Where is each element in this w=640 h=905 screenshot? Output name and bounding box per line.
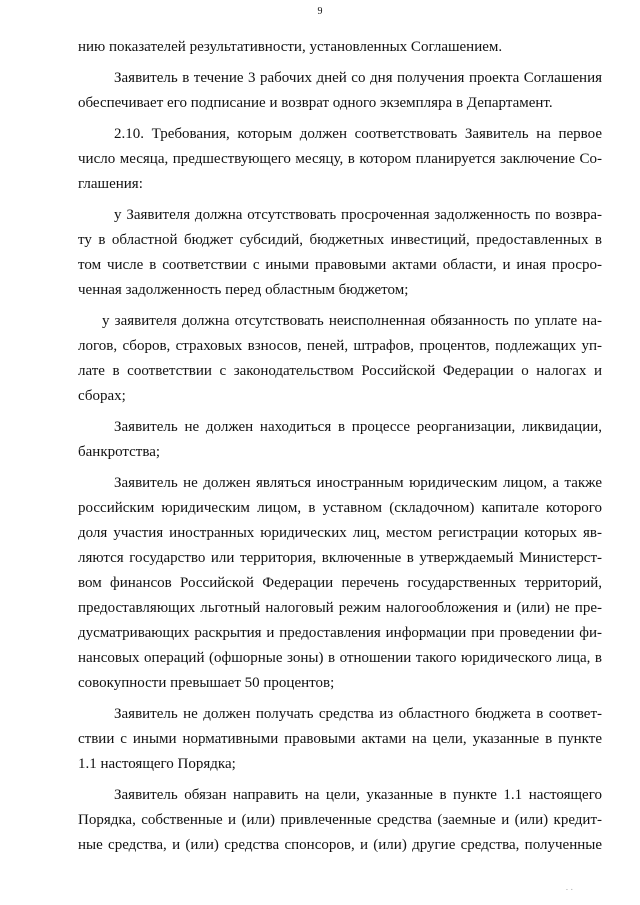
paragraph	[78, 66, 602, 116]
text-line: вом финансов Российской Федерации перечень государственных территорий,	[78, 575, 602, 591]
text-line: том числе в соответствии с иными правовыми актами области, и иная просро-	[78, 257, 602, 273]
text-line: 1.1 настоящего Порядка;	[78, 756, 236, 772]
paragraph	[78, 471, 602, 696]
text-line: обеспечивает его подписание и возврат одного экземпляра в Департамент.	[78, 95, 553, 111]
text-line: Порядка, собственные и (или) привлеченные средства (заемные и (или) кредит-	[78, 812, 602, 828]
text-line: доля участия иностранных юридических лиц, местом регистрации которых яв-	[78, 525, 602, 541]
text-line: логов, сборов, страховых взносов, пеней, штрафов, процентов, подлежащих уп-	[78, 338, 602, 354]
paragraph	[78, 122, 602, 197]
text-line: глашения:	[78, 176, 143, 192]
text-line: у Заявителя должна отсутствовать просроченная задолженность по возвра-	[114, 207, 602, 223]
text-line: сборах;	[78, 388, 126, 404]
text-line: Заявитель в течение 3 рабочих дней со дня получения проекта Соглашения	[114, 70, 602, 86]
paragraph	[78, 783, 602, 858]
text-line: ту в областной бюджет субсидий, бюджетных инвестиций, предоставленных в	[78, 232, 602, 248]
text-line: Заявитель не должен являться иностранным юридическим лицом, а также	[114, 475, 602, 491]
paragraph	[78, 309, 602, 409]
paragraph	[78, 203, 602, 303]
text-line: нию показателей результативности, установленных Соглашением.	[78, 39, 503, 55]
text-line: у заявителя должна отсутствовать неисполненная обязанность по уплате на-	[102, 313, 602, 329]
text-line: предоставляющих льготный налоговый режим налогообложения и (или) не пре-	[78, 600, 602, 616]
text-line: число месяца, предшествующего месяцу, в котором планируется заключение Со-	[78, 151, 602, 167]
document-body	[78, 35, 602, 864]
paragraph	[78, 415, 602, 465]
text-line: Заявитель не должен получать средства из областного бюджета в соответ-	[114, 706, 602, 722]
text-line: ные средства, и (или) средства спонсоров, и (или) другие средства, полученные	[78, 837, 602, 853]
text-line: 2.10. Требования, которым должен соответствовать Заявитель на первое	[114, 126, 602, 142]
text-line: лате в соответствии с законодательством Российской Федерации о налогах и	[78, 363, 602, 379]
scan-mark: ˙ ˙	[566, 888, 574, 897]
text-line: ствии с иными нормативными правовыми актами на цели, указанные в пункте	[78, 731, 602, 747]
text-line: нансовых операций (офшорные зоны) в отношении такого юридического лица, в	[78, 650, 602, 666]
text-line: ляются государство или территория, включенные в утверждаемый Министерст-	[78, 550, 602, 566]
text-line: Заявитель не должен находиться в процессе реорганизации, ликвидации,	[114, 419, 602, 435]
text-line: банкротства;	[78, 444, 161, 460]
paragraph	[78, 35, 602, 60]
text-line: Заявитель обязан направить на цели, указанные в пункте 1.1 настоящего	[114, 787, 602, 803]
text-line: совокупности превышает 50 процентов;	[78, 675, 335, 691]
page-number: 9	[317, 6, 323, 17]
text-line: ченная задолженность перед областным бюджетом;	[78, 282, 409, 298]
text-line: российским юридическим лицом, в уставном (складочном) капитале которого	[78, 500, 602, 516]
text-line: дусматривающих раскрытия и предоставления информации при проведении фи-	[78, 625, 602, 641]
paragraph	[78, 702, 602, 777]
